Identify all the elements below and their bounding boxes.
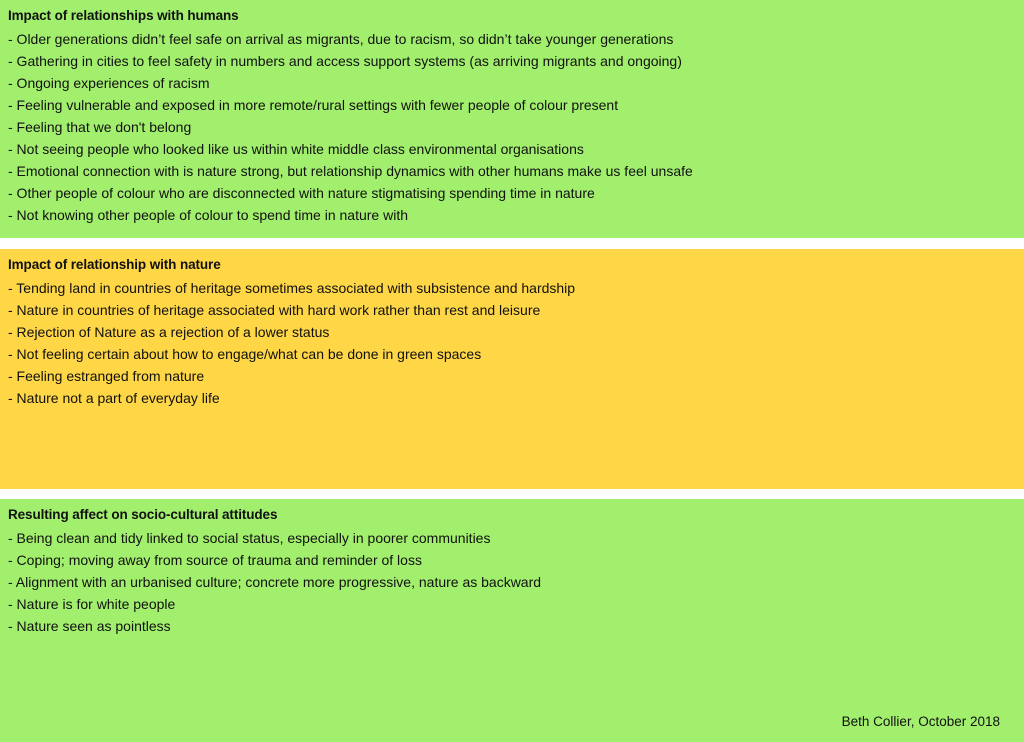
list-item: - Nature seen as pointless	[8, 618, 171, 634]
section-relationship-with-nature	[0, 249, 1024, 489]
list-item: - Feeling estranged from nature	[8, 368, 205, 384]
author-signature: Beth Collier, October 2018	[841, 714, 1000, 729]
list-item: - Coping; moving away from source of trauma and reminder of loss	[8, 552, 422, 568]
section-title: Resulting affect on socio-cultural attitudes	[8, 507, 278, 522]
list-item: - Feeling vulnerable and exposed in more remote/rural settings with fewer people of colour present	[8, 97, 619, 113]
list-item: - Gathering in cities to feel safety in numbers and access support systems (as arriving migrants and ongoing)	[8, 53, 682, 69]
list-item: - Feeling that we don't belong	[8, 119, 192, 135]
list-item: - Emotional connection with is nature strong, but relationship dynamics with other humans make us feel unsafe	[8, 163, 693, 179]
list-item: - Rejection of Nature as a rejection of a lower status	[8, 324, 330, 340]
section-title: Impact of relationship with nature	[8, 257, 221, 272]
list-item: - Other people of colour who are disconnected with nature stigmatising spending time in nature	[8, 185, 595, 201]
list-item: - Not seeing people who looked like us within white middle class environmental organisations	[8, 141, 584, 157]
section-relationships-with-humans	[0, 0, 1024, 238]
list-item: - Nature is for white people	[8, 596, 176, 612]
list-item: - Not feeling certain about how to engage/what can be done in green spaces	[8, 346, 482, 362]
section-title: Impact of relationships with humans	[8, 8, 239, 23]
list-item: - Alignment with an urbanised culture; concrete more progressive, nature as backward	[8, 574, 542, 590]
item-list	[8, 277, 1016, 409]
list-item: - Not knowing other people of colour to spend time in nature with	[8, 207, 409, 223]
section-socio-cultural-attitudes	[0, 499, 1024, 742]
list-item: - Nature not a part of everyday life	[8, 390, 220, 406]
list-item: - Nature in countries of heritage associated with hard work rather than rest and leisure	[8, 302, 541, 318]
item-list	[8, 527, 1016, 637]
list-item: - Tending land in countries of heritage sometimes associated with subsistence and hardship	[8, 280, 576, 296]
list-item: - Older generations didn’t feel safe on arrival as migrants, due to racism, so didn’t take younger generations	[8, 31, 674, 47]
item-list	[8, 28, 1016, 226]
list-item: - Ongoing experiences of racism	[8, 75, 210, 91]
list-item: - Being clean and tidy linked to social status, especially in poorer communities	[8, 530, 491, 546]
